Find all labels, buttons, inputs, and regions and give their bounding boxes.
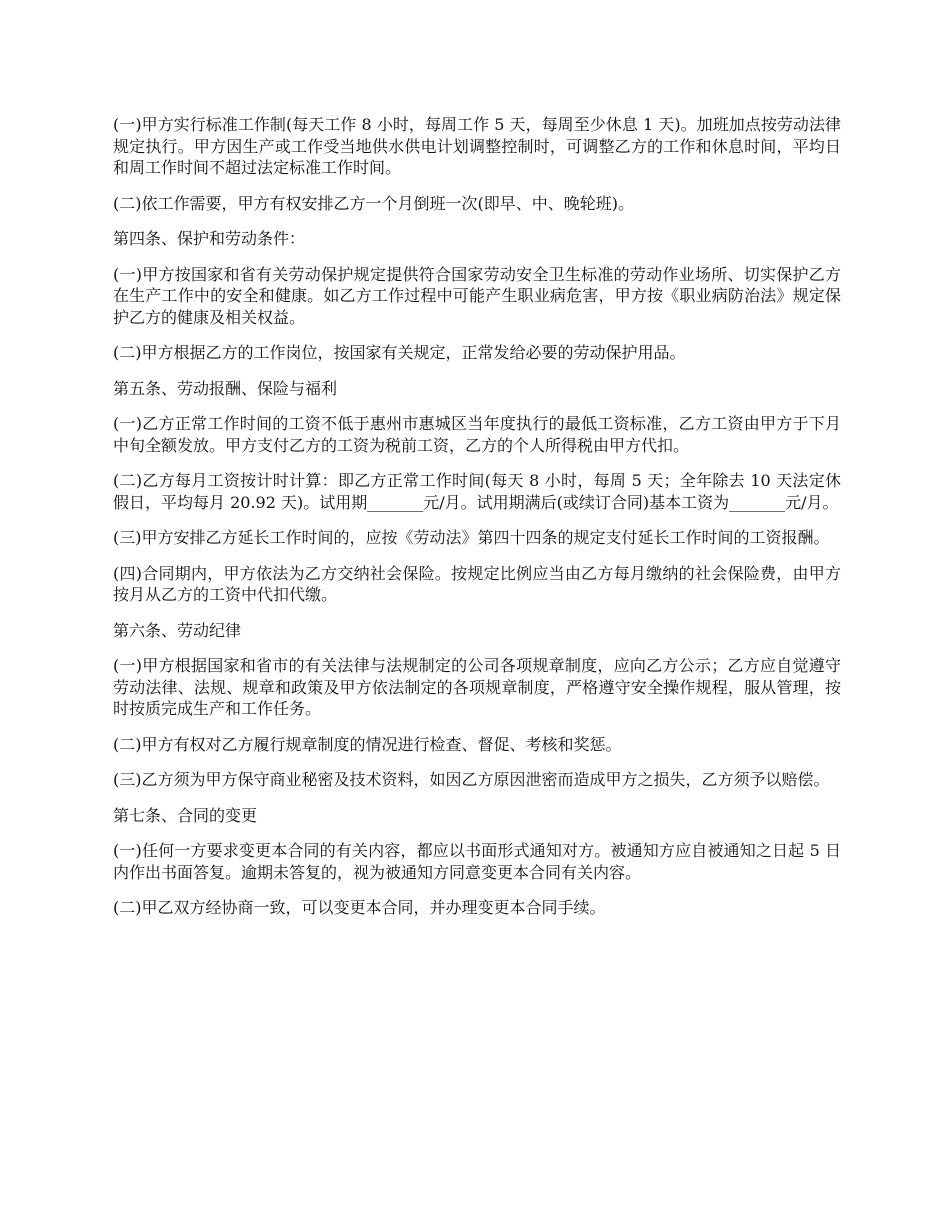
clause-paragraph: (一)乙方正常工作时间的工资不低于惠州市惠城区当年度执行的最低工资标准，乙方工资由甲方于下月中旬全额发放。甲方支付乙方的工资为税前工资，乙方的个人所得税由甲方代扣。 [113,414,841,455]
article-heading: 第五条、劳动报酬、保险与福利 [113,378,338,398]
clause-paragraph: (一)任何一方要求变更本合同的有关内容，都应以书面形式通知对方。被通知方应自被通知之日起 5 日内作出书面答复。逾期未答复的，视为被通知方同意变更本合同有关内容。 [113,841,841,882]
clause-paragraph: (一)甲方实行标准工作制(每天工作 8 小时，每周工作 5 天，每周至少休息 1 天)。加班加点按劳动法律规定执行。甲方因生产或工作受当地供水供电计划调整控制时，可调整乙方的工作和休息时间，平均日和周工作时间不超过法定标准工作时间。 [113,115,841,177]
article-heading: 第四条、保护和劳动条件： [113,229,306,248]
clause-paragraph: (三)乙方须为甲方保守商业秘密及技术资料，如因乙方原因泄密而造成甲方之损失，乙方须予以赔偿。 [113,770,830,789]
clause-paragraph: (一)甲方根据国家和省市的有关法律与法规制定的公司各项规章制度，应向乙方公示；乙方应自觉遵守劳动法律、法规、规章和政策及甲方依法制定的各项规章制度，严格遵守安全操作规程，服从管理，按时按质完成生产和工作任务。 [113,656,841,718]
clause-paragraph: (二)甲方有权对乙方履行规章制度的情况进行检查、督促、考核和奖惩。 [113,734,622,754]
clause-paragraph: (二)甲乙双方经协商一致，可以变更本合同，并办理变更本合同手续。 [113,898,606,917]
clause-paragraph: (二)甲方根据乙方的工作岗位，按国家有关规定，正常发给必要的劳动保护用品。 [113,343,686,362]
clause-paragraph: (三)甲方安排乙方延长工作时间的，应按《劳动法》第四十四条的规定支付延长工作时间的工资报酬。 [113,528,830,547]
clause-paragraph: (四)合同期内，甲方依法为乙方交纳社会保险。按规定比例应当由乙方每月缴纳的社会保险费，由甲方按月从乙方的工资中代扣代缴。 [113,563,841,604]
clause-paragraph: (二)依工作需要，甲方有权安排乙方一个月倒班一次(即早、中、晚轮班)。 [113,193,634,213]
document-page [113,114,841,933]
clause-paragraph: (二)乙方每月工资按计时计算：即乙方正常工作时间(每天 8 小时，每周 5 天；全年除去 10 天法定休假日，平均每月 20.92 天)。试用期_______元/月。试用期满后(或续订合同)基本工资为_______元/月。 [113,471,841,512]
clause-paragraph: (一)甲方按国家和省有关劳动保护规定提供符合国家劳动安全卫生标准的劳动作业场所、切实保护乙方在生产工作中的安全和健康。如乙方工作过程中可能产生职业病危害，甲方按《职业病防治法》规定保护乙方的健康及相关权益。 [113,264,841,327]
article-heading: 第六条、劳动纪律 [113,620,242,640]
article-heading: 第七条、合同的变更 [113,805,258,825]
